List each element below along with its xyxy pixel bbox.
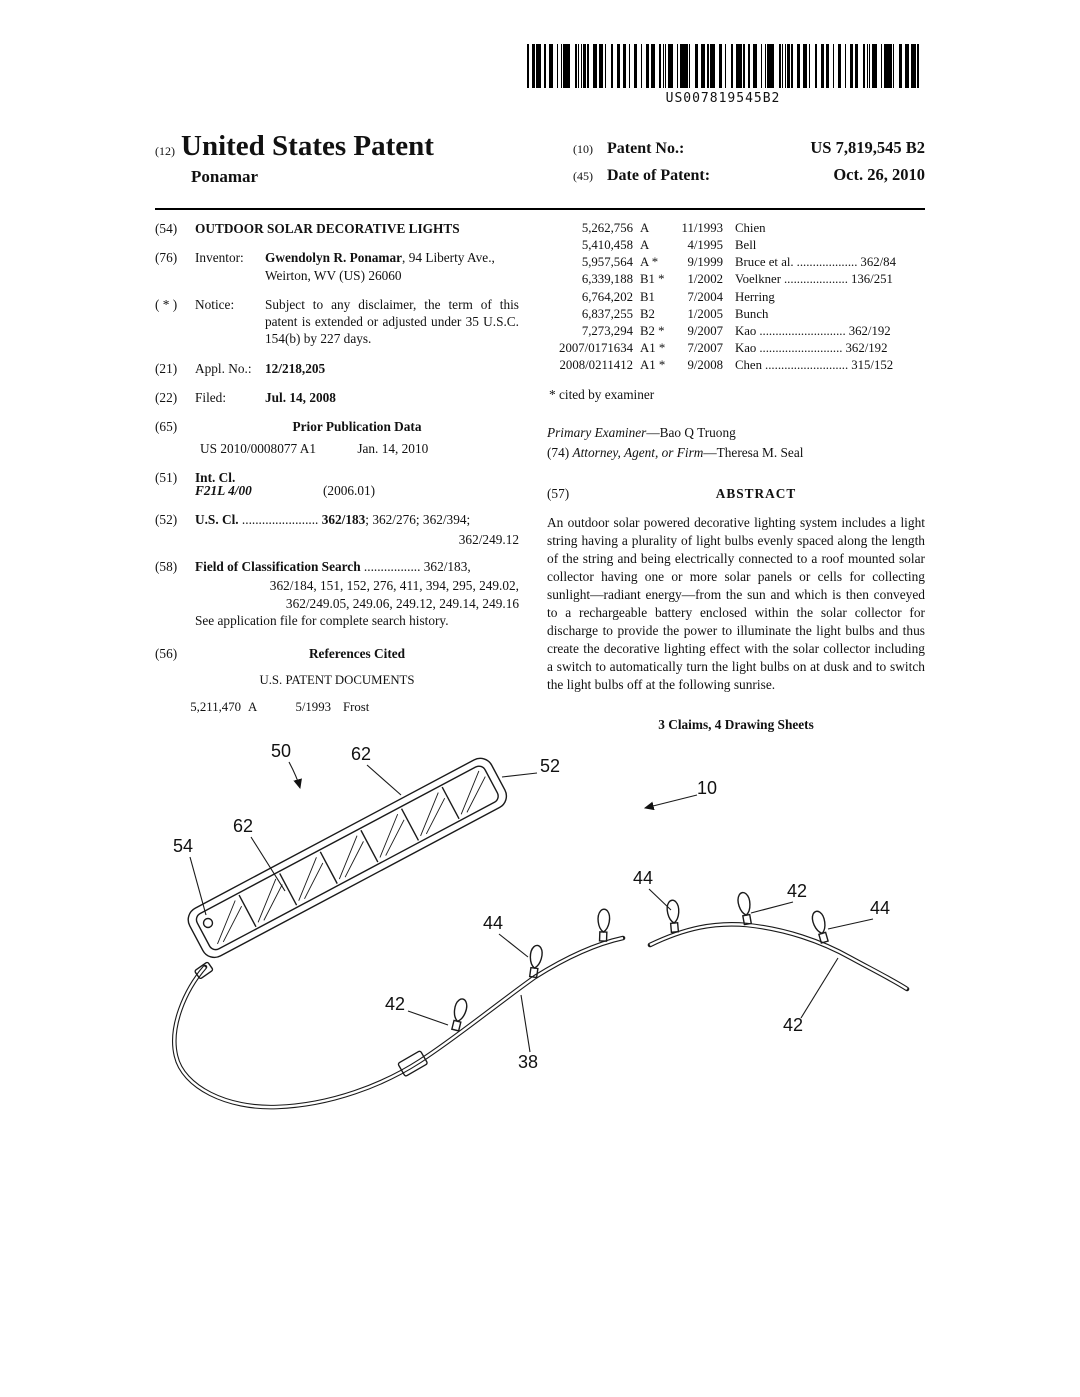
leader-62a bbox=[367, 765, 401, 795]
notice-text: Subject to any disclaimer, the term of this patent is extended or adjusted under 35 U.S.C. 154(b) by 227 days. bbox=[265, 296, 519, 347]
ref-number: 7,273,294 bbox=[581, 323, 633, 338]
cord-exit-hole bbox=[204, 919, 213, 928]
refs-heading: References Cited bbox=[308, 646, 406, 662]
patent-title: United States Patent bbox=[181, 130, 434, 162]
ref-name: Frost bbox=[343, 699, 370, 714]
abstract-heading: ABSTRACT bbox=[715, 486, 797, 502]
notice-label: Notice: bbox=[195, 296, 235, 312]
uscl-row bbox=[155, 511, 519, 528]
ref-number: 5,957,564 bbox=[581, 255, 633, 270]
leader-42a bbox=[751, 902, 793, 913]
right-column bbox=[547, 220, 925, 733]
ref-number: 2008/0211412 bbox=[559, 358, 633, 373]
filed-value: Jul. 14, 2008 bbox=[265, 389, 336, 405]
references-table bbox=[547, 220, 925, 374]
ref-name: Chen bbox=[735, 358, 763, 373]
ref-kind: B1 bbox=[640, 289, 655, 304]
ref-number: 5,211,470 bbox=[190, 699, 241, 714]
filed-row bbox=[155, 389, 519, 406]
reference-row bbox=[155, 699, 519, 716]
figure-callout: 42 bbox=[384, 994, 406, 1014]
ref-name: Bruce et al. bbox=[735, 255, 794, 270]
appl-no-row bbox=[155, 360, 519, 377]
field-tag: (52) bbox=[155, 512, 178, 528]
ref-class: 362/192 bbox=[845, 340, 888, 355]
ref-number: 5,410,458 bbox=[581, 238, 633, 253]
inventor-address: , 94 Liberty Ave., Weirton, WV (US) 26060 bbox=[265, 250, 495, 283]
patent-no-label: Patent No.: bbox=[607, 140, 685, 157]
light-string-left bbox=[174, 938, 623, 1107]
barcode-number: US007819545B2 bbox=[665, 91, 781, 106]
ref-date: 5/1993 bbox=[295, 699, 331, 714]
light-string-right bbox=[650, 924, 907, 989]
ref-name: Bell bbox=[735, 238, 757, 253]
uscl-dots: ....................... bbox=[238, 512, 322, 528]
leader-42c bbox=[801, 958, 838, 1018]
uscl-rest: ; 362/276; 362/394; bbox=[365, 512, 471, 528]
abstract-heading-row bbox=[547, 485, 925, 502]
light-bulb bbox=[737, 892, 754, 925]
leader-10 bbox=[645, 795, 697, 808]
attorney-line bbox=[547, 444, 925, 461]
invention-title: OUTDOOR SOLAR DECORATIVE LIGHTS bbox=[195, 221, 460, 236]
uscl-primary: 362/183 bbox=[321, 512, 366, 528]
intcl-class: F21L 4/00 bbox=[195, 483, 252, 499]
ref-number: 6,837,255 bbox=[581, 306, 633, 321]
figure-callout: 50 bbox=[270, 741, 292, 761]
ref-dots: ................... bbox=[796, 255, 858, 270]
ref-name: Kao bbox=[735, 323, 757, 338]
refs-heading-row bbox=[155, 645, 519, 662]
patent-date-label: Date of Patent: bbox=[607, 167, 711, 184]
ref-kind: B1 * bbox=[640, 272, 665, 287]
patent-drawing bbox=[145, 715, 945, 1155]
pubdata-heading: Prior Publication Data bbox=[292, 419, 422, 435]
ref-class: 362/192 bbox=[848, 323, 891, 338]
field-search-row bbox=[155, 558, 519, 575]
field-tag: ( * ) bbox=[155, 296, 178, 312]
primary-examiner-line bbox=[547, 424, 925, 441]
ref-kind: A bbox=[248, 699, 258, 714]
attorney-name: —Theresa M. Seal bbox=[703, 444, 804, 460]
ref-class: 136/251 bbox=[850, 272, 893, 287]
leader-50 bbox=[289, 762, 300, 788]
field-search-line2: 362/184, 151, 152, 276, 411, 394, 295, 249.02, bbox=[269, 578, 519, 594]
field-search-line3: 362/249.05, 249.06, 249.12, 249.14, 249.16 bbox=[285, 595, 519, 611]
ref-name: Bunch bbox=[735, 306, 769, 321]
ref-dots bbox=[768, 306, 774, 323]
reference-row bbox=[547, 220, 925, 237]
patent-no-value: US 7,819,545 B2 bbox=[810, 138, 925, 157]
uscl-continuation: 362/249.12 bbox=[458, 531, 519, 547]
pubdata-date: Jan. 14, 2010 bbox=[357, 440, 429, 456]
ref-class: 315/152 bbox=[851, 358, 894, 373]
appl-no-value: 12/218,205 bbox=[265, 360, 326, 376]
ref-dots: .......................... bbox=[759, 340, 843, 355]
field-search-first: 362/183, bbox=[423, 558, 471, 574]
leader-44a bbox=[499, 934, 528, 957]
ref-number: 6,339,188 bbox=[581, 272, 633, 287]
inventor-value bbox=[265, 249, 519, 284]
barcode bbox=[527, 44, 919, 106]
figure-callout: 44 bbox=[869, 898, 891, 918]
inventor-name: Gwendolyn R. Ponamar bbox=[265, 250, 403, 266]
ref-number: 2007/0171634 bbox=[559, 340, 633, 355]
cited-by-examiner-note: * cited by examiner bbox=[549, 387, 655, 403]
field-search-dots: ................. bbox=[360, 558, 424, 574]
ref-date: 9/1999 bbox=[687, 255, 723, 270]
reference-row bbox=[547, 289, 925, 306]
figure-callout: 38 bbox=[517, 1052, 539, 1072]
invention-title-row bbox=[155, 220, 519, 237]
ref-kind: A bbox=[640, 238, 650, 253]
header-left bbox=[155, 130, 434, 192]
field-search-note: See application file for complete search history. bbox=[195, 612, 449, 628]
ref-dots: .................... bbox=[783, 272, 848, 287]
field-tag: (65) bbox=[155, 419, 178, 435]
patent-date-value: Oct. 26, 2010 bbox=[833, 165, 925, 184]
ref-date: 1/2002 bbox=[687, 272, 723, 287]
light-bulb bbox=[666, 900, 680, 933]
field-tag: (56) bbox=[155, 646, 178, 662]
field-tag-45: (45) bbox=[573, 169, 593, 183]
field-tag: (51) bbox=[155, 469, 178, 485]
ref-dots bbox=[766, 220, 772, 237]
appl-no-label: Appl. No.: bbox=[195, 360, 252, 376]
reference-row bbox=[547, 237, 925, 254]
leader-62b bbox=[251, 837, 285, 891]
ref-kind: B2 bbox=[640, 306, 655, 321]
ref-kind: A1 * bbox=[640, 340, 666, 355]
ref-kind: A1 * bbox=[640, 358, 666, 373]
pubdata-line bbox=[155, 440, 519, 457]
pubdata-number: US 2010/0008077 A1 bbox=[200, 440, 316, 456]
inventor-label: Inventor: bbox=[195, 250, 244, 266]
intcl-label: Int. Cl. bbox=[195, 469, 236, 485]
leader-38 bbox=[521, 995, 530, 1052]
ref-kind: B2 * bbox=[640, 323, 665, 338]
notice-row bbox=[155, 296, 519, 348]
barcode-bars bbox=[527, 44, 919, 88]
reference-row bbox=[547, 357, 925, 374]
field-tag: (22) bbox=[155, 389, 178, 405]
left-column bbox=[155, 220, 519, 733]
field-tag-10: (10) bbox=[573, 142, 593, 156]
field-tag: (54) bbox=[155, 221, 178, 236]
figure-callout: 52 bbox=[539, 756, 561, 776]
figure-callout: 42 bbox=[786, 881, 808, 901]
ref-date: 4/1995 bbox=[687, 238, 723, 253]
ref-dots: .......................... bbox=[765, 358, 849, 373]
body-columns bbox=[155, 220, 925, 733]
ref-name: Kao bbox=[735, 340, 757, 355]
light-bulb bbox=[597, 909, 610, 941]
reference-row bbox=[547, 306, 925, 323]
ref-kind: A bbox=[640, 221, 650, 235]
figure-callout: 10 bbox=[696, 778, 718, 798]
field-tag: (74) bbox=[547, 444, 570, 460]
patent-header bbox=[155, 130, 925, 210]
inventor-surname: Ponamar bbox=[191, 167, 259, 186]
uscl-value bbox=[195, 511, 519, 528]
field-tag-12: (12) bbox=[155, 144, 175, 158]
ref-name: Voelkner bbox=[735, 272, 781, 287]
field-tag: (76) bbox=[155, 250, 178, 266]
ref-dots: ........................... bbox=[759, 323, 846, 338]
ref-class: 362/84 bbox=[860, 255, 896, 270]
figure-callout: 44 bbox=[482, 913, 504, 933]
ref-name: Herring bbox=[735, 289, 775, 304]
uscl-label: U.S. Cl. bbox=[195, 512, 239, 528]
abstract-text: An outdoor solar powered decorative lighting system includes a light string having a plurality of light bulbs evenly spaced along the length of the string and being electrically connected to a roof mounted solar collector having one or more solar panels or cells for collecting sunlight—radiant energy—from the sun and which is then conveyed to a rechargeable battery enclosed within the solar collector for discharge to provide the power to illuminate the light bulbs and thus create the decorative lighting effect with the solar collector including a switch to automatically turn the light bulbs on at dusk and to switch the light bulbs off at the following sunrise. bbox=[547, 515, 925, 692]
ref-dots bbox=[756, 237, 762, 254]
figure-callout: 54 bbox=[172, 836, 194, 856]
primary-examiner-label: Primary Examiner bbox=[547, 424, 647, 440]
leader-42b bbox=[408, 1011, 448, 1025]
figure-callout: 62 bbox=[232, 816, 254, 836]
filed-label: Filed: bbox=[195, 389, 227, 405]
ref-dots bbox=[775, 289, 781, 306]
reference-row bbox=[547, 340, 925, 357]
attorney-label: Attorney, Agent, or Firm bbox=[572, 444, 704, 460]
figure-callout: 42 bbox=[782, 1015, 804, 1035]
field-search-label: Field of Classification Search bbox=[195, 558, 361, 574]
reference-row bbox=[547, 323, 925, 340]
leader-52 bbox=[502, 773, 537, 777]
reference-row bbox=[547, 254, 925, 271]
claims-line: 3 Claims, 4 Drawing Sheets bbox=[658, 716, 814, 732]
ref-number: 5,262,756 bbox=[581, 221, 633, 235]
reference-row bbox=[547, 271, 925, 288]
figure-callout: 62 bbox=[350, 744, 372, 764]
refs-subheading: U.S. PATENT DOCUMENTS bbox=[259, 673, 415, 688]
ref-date: 7/2004 bbox=[687, 289, 723, 304]
ref-date: 9/2008 bbox=[687, 358, 723, 373]
solar-collector bbox=[184, 754, 511, 962]
ref-kind: A * bbox=[640, 255, 659, 270]
leader-44b bbox=[649, 889, 671, 910]
field-tag: (57) bbox=[547, 486, 570, 502]
figure-callout: 44 bbox=[632, 868, 654, 888]
field-tag: (58) bbox=[155, 558, 178, 574]
field-search-value bbox=[195, 558, 519, 575]
ref-name: Chien bbox=[735, 221, 766, 235]
ref-date: 7/2007 bbox=[687, 340, 723, 355]
intcl-year: (2006.01) bbox=[323, 483, 376, 499]
pubdata-heading-row bbox=[155, 418, 519, 435]
header-right bbox=[573, 130, 925, 192]
ref-number: 6,764,202 bbox=[581, 289, 633, 304]
ref-date: 11/1993 bbox=[681, 221, 723, 235]
inventor-row bbox=[155, 249, 519, 284]
field-tag: (21) bbox=[155, 360, 178, 376]
ref-date: 1/2005 bbox=[687, 306, 723, 321]
ref-date: 9/2007 bbox=[687, 323, 723, 338]
primary-examiner-name: —Bao Q Truong bbox=[646, 424, 736, 440]
leader-44c bbox=[828, 919, 873, 929]
